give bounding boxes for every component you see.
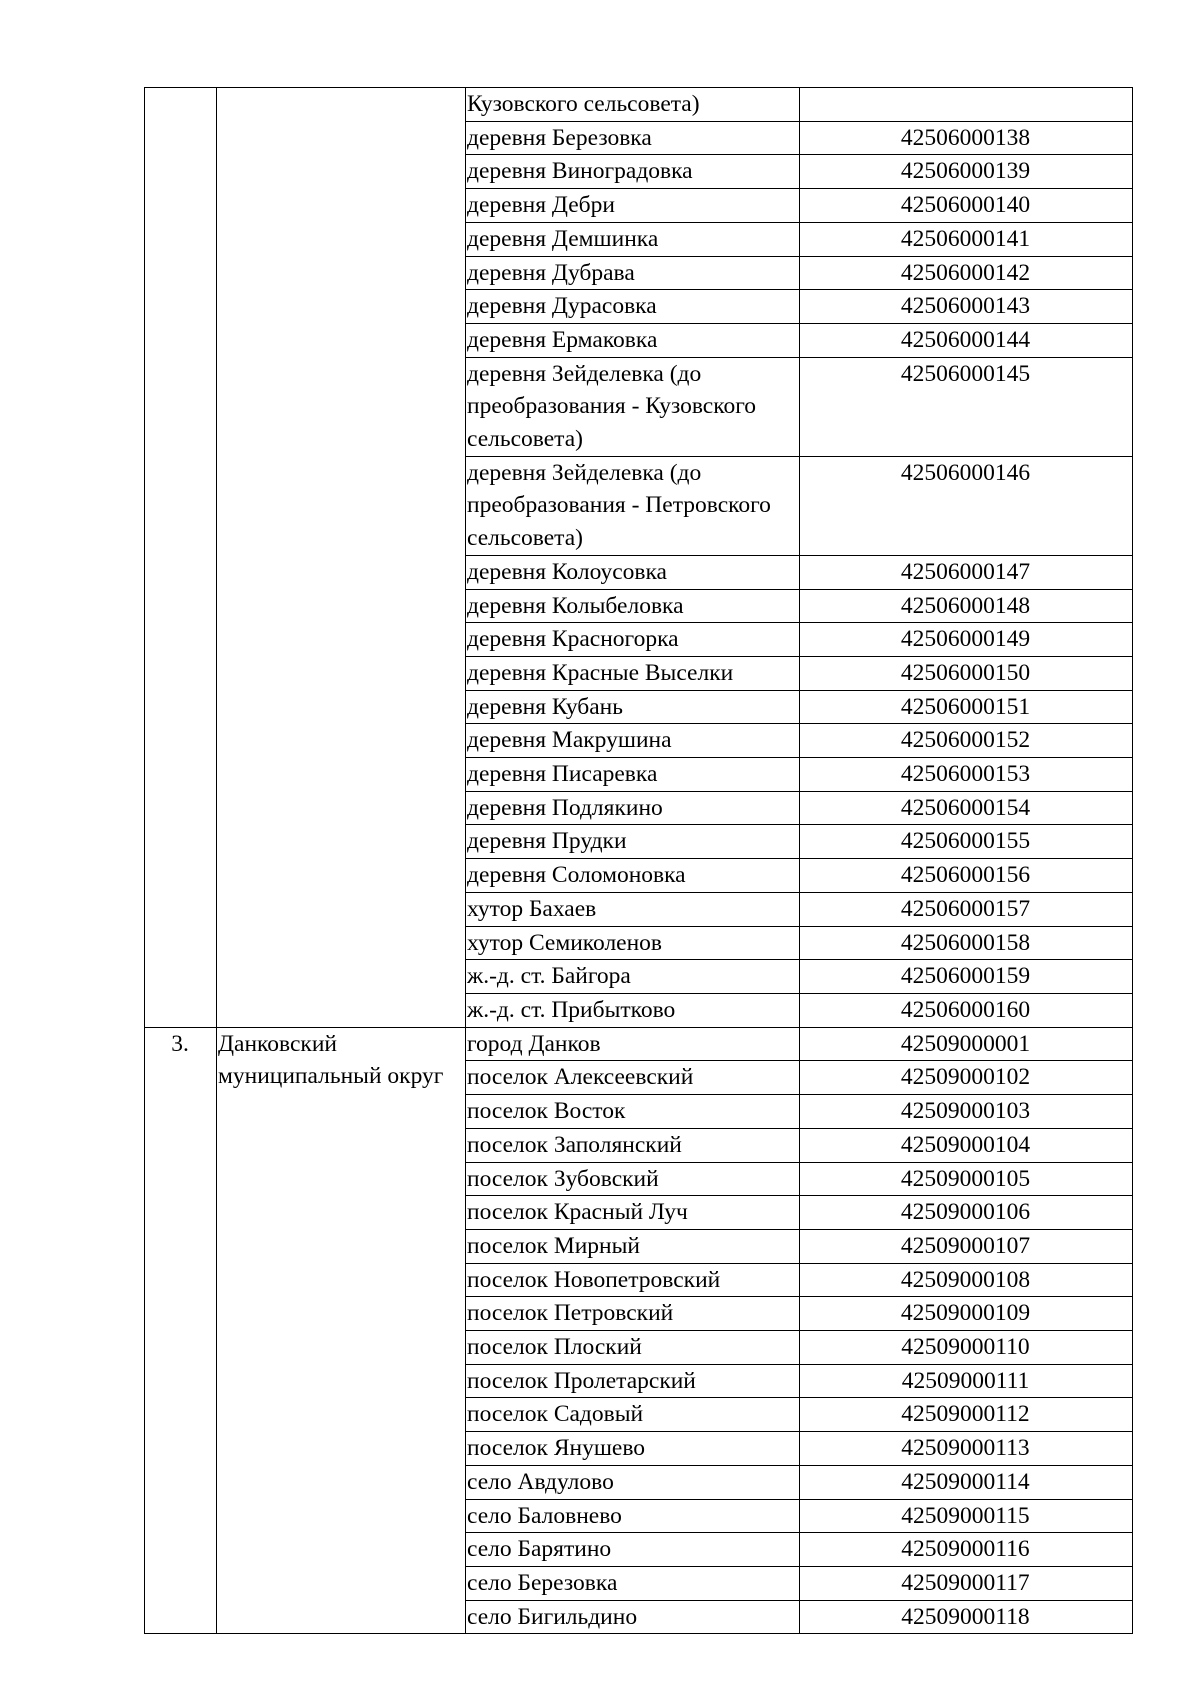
oktmo-code-cell: 42509000107 (800, 1229, 1133, 1263)
settlement-name-cell: поселок Зубовский (466, 1162, 800, 1196)
row-number-cell (145, 88, 217, 1028)
settlement-name-cell: ж.-д. ст. Прибытково (466, 993, 800, 1027)
settlement-name-cell: хутор Бахаев (466, 892, 800, 926)
oktmo-code-cell: 42509000111 (800, 1364, 1133, 1398)
oktmo-code-cell: 42506000138 (800, 121, 1133, 155)
table-body (145, 88, 1133, 1634)
settlement-name-cell: деревня Березовка (466, 121, 800, 155)
oktmo-code-cell: 42509000108 (800, 1263, 1133, 1297)
settlement-name-cell: деревня Зейделевка (до преобразования - Кузовского сельсовета) (466, 357, 800, 456)
oktmo-code-cell: 42506000151 (800, 690, 1133, 724)
settlement-name-cell: деревня Виноградовка (466, 155, 800, 189)
oktmo-code-cell: 42506000143 (800, 290, 1133, 324)
settlement-name-cell: деревня Дубрава (466, 256, 800, 290)
settlement-name-cell: деревня Соломоновка (466, 859, 800, 893)
oktmo-code-cell: 42506000155 (800, 825, 1133, 859)
oktmo-code-cell: 42506000156 (800, 859, 1133, 893)
oktmo-code-cell: 42506000140 (800, 189, 1133, 223)
settlement-name-cell: село Барятино (466, 1533, 800, 1567)
oktmo-code-cell: 42506000148 (800, 589, 1133, 623)
row-number-cell: 3. (145, 1027, 217, 1634)
oktmo-code-cell: 42506000150 (800, 656, 1133, 690)
oktmo-code-cell: 42506000142 (800, 256, 1133, 290)
settlement-name-cell: деревня Дурасовка (466, 290, 800, 324)
settlement-name-cell: поселок Пролетарский (466, 1364, 800, 1398)
oktmo-code-cell: 42509000115 (800, 1499, 1133, 1533)
settlement-name-cell: деревня Красногорка (466, 623, 800, 657)
oktmo-code-cell: 42506000146 (800, 456, 1133, 555)
oktmo-code-cell: 42509000113 (800, 1432, 1133, 1466)
settlement-name-cell: деревня Макрушина (466, 724, 800, 758)
oktmo-code-cell: 42506000160 (800, 993, 1133, 1027)
oktmo-code-cell: 42509000105 (800, 1162, 1133, 1196)
oktmo-code-cell: 42506000139 (800, 155, 1133, 189)
settlement-name-cell: деревня Кубань (466, 690, 800, 724)
oktmo-code-cell (800, 88, 1133, 122)
oktmo-code-cell: 42509000118 (800, 1600, 1133, 1634)
oktmo-code-cell: 42506000144 (800, 323, 1133, 357)
oktmo-code-cell: 42509000102 (800, 1061, 1133, 1095)
oktmo-code-cell: 42506000145 (800, 357, 1133, 456)
oktmo-code-cell: 42509000104 (800, 1128, 1133, 1162)
settlement-name-cell: поселок Мирный (466, 1229, 800, 1263)
settlement-name-cell: деревня Колоусовка (466, 555, 800, 589)
settlement-name-cell: поселок Садовый (466, 1398, 800, 1432)
oktmo-code-cell: 42506000141 (800, 222, 1133, 256)
settlement-name-cell: деревня Подлякино (466, 791, 800, 825)
oktmo-code-cell: 42506000157 (800, 892, 1133, 926)
oktmo-code-cell: 42509000114 (800, 1465, 1133, 1499)
settlement-name-cell: поселок Красный Луч (466, 1196, 800, 1230)
oktmo-code-cell: 42506000159 (800, 960, 1133, 994)
oktmo-code-cell: 42509000103 (800, 1095, 1133, 1129)
settlement-name-cell: поселок Алексеевский (466, 1061, 800, 1095)
settlement-name-cell: село Баловнево (466, 1499, 800, 1533)
settlement-name-cell: село Березовка (466, 1566, 800, 1600)
settlement-name-cell: город Данков (466, 1027, 800, 1061)
oktmo-code-cell: 42506000147 (800, 555, 1133, 589)
settlement-name-cell: поселок Заполянский (466, 1128, 800, 1162)
oktmo-code-cell: 42509000109 (800, 1297, 1133, 1331)
oktmo-code-cell: 42509000116 (800, 1533, 1133, 1567)
oktmo-code-cell: 42506000149 (800, 623, 1133, 657)
settlement-name-cell: ж.-д. ст. Байгора (466, 960, 800, 994)
oktmo-code-cell: 42509000110 (800, 1331, 1133, 1365)
table-row (145, 1027, 1133, 1061)
settlement-name-cell: село Бигильдино (466, 1600, 800, 1634)
settlement-name-cell: село Авдулово (466, 1465, 800, 1499)
oktmo-code-cell: 42509000001 (800, 1027, 1133, 1061)
oktmo-code-cell: 42509000117 (800, 1566, 1133, 1600)
oktmo-code-cell: 42506000154 (800, 791, 1133, 825)
oktmo-code-cell: 42506000158 (800, 926, 1133, 960)
district-name-cell: Данковский муниципальный округ (217, 1027, 466, 1634)
settlement-name-cell: деревня Прудки (466, 825, 800, 859)
table-row (145, 88, 1133, 122)
settlement-name-cell: деревня Красные Выселки (466, 656, 800, 690)
oktmo-code-cell: 42509000112 (800, 1398, 1133, 1432)
settlement-name-cell: поселок Янушево (466, 1432, 800, 1466)
settlement-name-cell: деревня Дебри (466, 189, 800, 223)
settlement-name-cell: хутор Семиколенов (466, 926, 800, 960)
settlement-name-cell: Кузовского сельсовета) (466, 88, 800, 122)
settlement-name-cell: поселок Петровский (466, 1297, 800, 1331)
settlement-name-cell: деревня Колыбеловка (466, 589, 800, 623)
settlement-codes-table (144, 87, 1133, 1634)
settlement-name-cell: деревня Писаревка (466, 758, 800, 792)
settlement-name-cell: деревня Зейделевка (до преобразования - Петровского сельсовета) (466, 456, 800, 555)
settlement-name-cell: поселок Плоский (466, 1331, 800, 1365)
district-name-cell (217, 88, 466, 1028)
settlement-name-cell: поселок Восток (466, 1095, 800, 1129)
oktmo-code-cell: 42509000106 (800, 1196, 1133, 1230)
oktmo-code-cell: 42506000152 (800, 724, 1133, 758)
oktmo-code-cell: 42506000153 (800, 758, 1133, 792)
settlement-name-cell: деревня Ермаковка (466, 323, 800, 357)
settlement-name-cell: деревня Демшинка (466, 222, 800, 256)
settlement-name-cell: поселок Новопетровский (466, 1263, 800, 1297)
